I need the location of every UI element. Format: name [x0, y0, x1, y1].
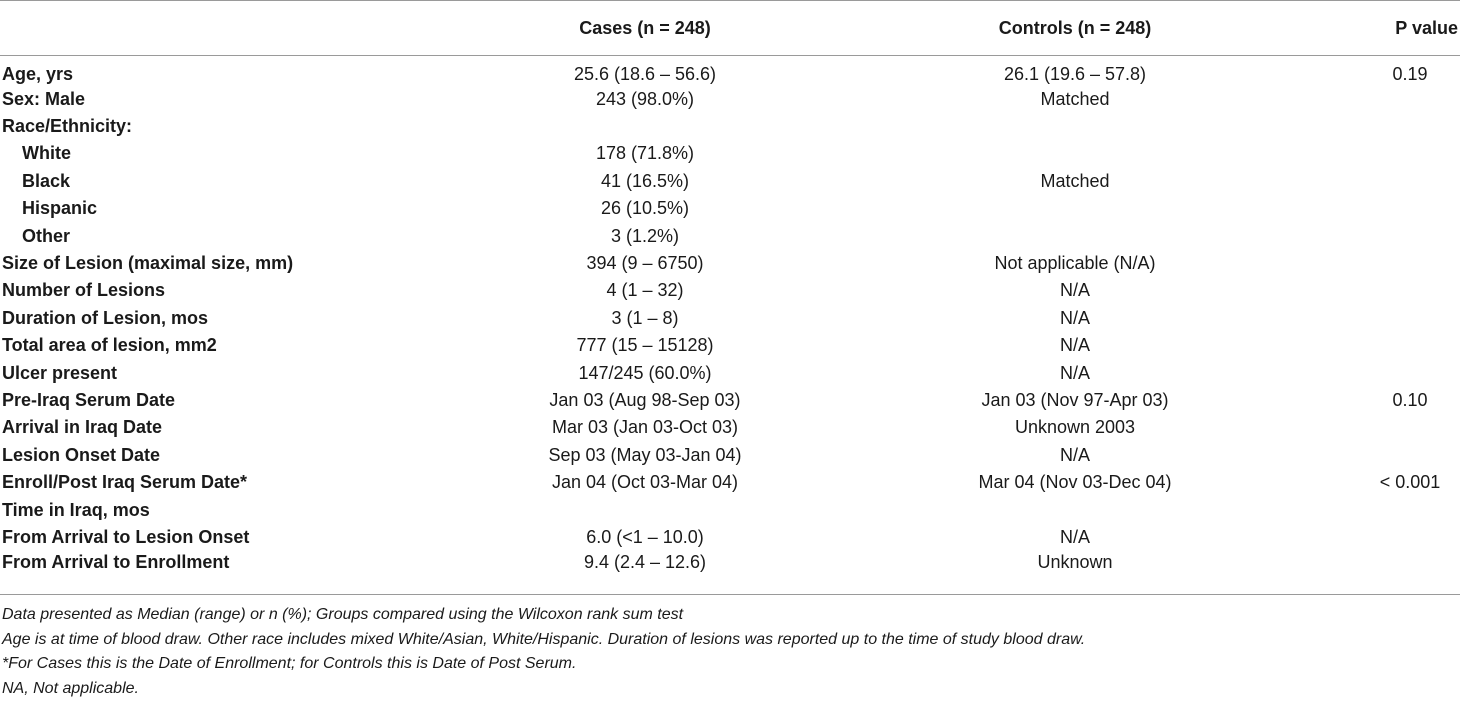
cell-controls: Mar 04 (Nov 03-Dec 04) [978, 472, 1172, 493]
cell-cases: 147/245 (60.0%) [578, 362, 712, 383]
header-controls: Controls (n = 248) [790, 1, 1360, 56]
cell-cases: 394 (9 – 6750) [586, 253, 704, 274]
cell-p-value [1360, 222, 1460, 249]
cell-cases: 25.6 (18.6 – 56.6) [573, 64, 717, 84]
row-label: Duration of Lesion, mos [2, 307, 209, 328]
cell-cases: 26 (10.5%) [600, 198, 690, 219]
row-label: From Arrival to Lesion Onset [2, 526, 250, 547]
header-row [0, 1, 1460, 56]
row-label: Arrival in Iraq Date [2, 417, 163, 438]
table-body [0, 56, 1460, 583]
cell-cases: 41 (16.5%) [600, 170, 690, 191]
cell-p-value [1360, 496, 1460, 523]
table-row [0, 85, 1460, 112]
cell-cases: 3 (1 – 8) [611, 307, 679, 328]
header-cases: Cases (n = 248) [500, 1, 790, 56]
row-label: White [22, 143, 71, 164]
cell-p-value: 0.19 [1392, 64, 1428, 84]
cell-cases: Jan 03 (Aug 98-Sep 03) [549, 389, 741, 410]
cell-controls: Jan 03 (Nov 97-Apr 03) [981, 389, 1169, 410]
cell-p-value [1360, 167, 1460, 194]
cell-cases [500, 112, 790, 139]
cell-cases: 243 (98.0%) [595, 88, 695, 109]
cell-p-value [1360, 85, 1460, 112]
cell-controls [790, 222, 1360, 249]
cell-controls: Matched [1040, 88, 1110, 109]
cell-p-value [1360, 359, 1460, 386]
row-label: Black [22, 170, 71, 191]
table-row [0, 167, 1460, 194]
cell-controls: N/A [1059, 307, 1090, 328]
header-p-value: P value [1360, 1, 1460, 56]
row-label: Hispanic [22, 198, 98, 219]
cell-p-value [1360, 277, 1460, 304]
cell-controls: Unknown [1037, 551, 1113, 572]
cell-p-value [1360, 551, 1460, 583]
table-row [0, 195, 1460, 222]
cell-p-value [1360, 249, 1460, 276]
cell-p-value: < 0.001 [1379, 472, 1441, 493]
footnote-age: Age is at time of blood draw. Other race includes mixed White/Asian, White/Hispanic. Duration of lesions was reported up to the time of study blood draw. [2, 630, 1086, 648]
table-footnotes [2, 603, 1457, 701]
cell-controls: N/A [1059, 444, 1090, 465]
table-row [0, 523, 1460, 550]
row-label: Total area of lesion, mm2 [2, 335, 217, 356]
cell-cases: 178 (71.8%) [595, 143, 695, 164]
footnote-na: NA, Not applicable. [2, 679, 139, 697]
cell-cases: Jan 04 (Oct 03-Mar 04) [551, 472, 739, 493]
table-row [0, 140, 1460, 167]
cell-p-value [1360, 523, 1460, 550]
cell-cases: 6.0 (<1 – 10.0) [586, 526, 704, 547]
cell-controls [790, 112, 1360, 139]
cell-controls [790, 496, 1360, 523]
cell-controls: N/A [1059, 280, 1090, 301]
header-label-column [0, 1, 500, 56]
cell-p-value [1360, 112, 1460, 139]
cell-controls [790, 140, 1360, 167]
row-label: Time in Iraq, mos [2, 499, 150, 520]
table-row [0, 386, 1460, 413]
row-label: Other [22, 225, 71, 246]
row-label: Race/Ethnicity: [2, 116, 133, 137]
row-label: Ulcer present [2, 362, 118, 383]
row-label: Number of Lesions [2, 280, 166, 301]
cell-controls: N/A [1059, 335, 1090, 356]
table-row [0, 551, 1460, 583]
table-row [0, 414, 1460, 441]
cell-controls: Matched [1040, 170, 1110, 191]
cell-controls: 26.1 (19.6 – 57.8) [1003, 64, 1147, 84]
table-row [0, 277, 1460, 304]
cell-p-value [1360, 195, 1460, 222]
table-bottom-rule [0, 594, 1460, 595]
cell-p-value: 0.10 [1392, 389, 1428, 410]
cell-p-value [1360, 441, 1460, 468]
cell-controls: N/A [1059, 526, 1090, 547]
cell-p-value [1360, 140, 1460, 167]
table-row [0, 56, 1460, 86]
table-row [0, 112, 1460, 139]
row-label: Size of Lesion (maximal size, mm) [2, 253, 294, 274]
cell-cases: 777 (15 – 15128) [576, 335, 714, 356]
cell-p-value [1360, 304, 1460, 331]
cell-controls: Unknown 2003 [1014, 417, 1136, 438]
cell-controls: N/A [1059, 362, 1090, 383]
row-label: Enroll/Post Iraq Serum Date* [2, 472, 248, 493]
cell-controls: Not applicable (N/A) [994, 253, 1156, 274]
footnote-data-presented: Data presented as Median (range) or n (%); Groups compared using the Wilcoxon rank sum test [2, 606, 684, 623]
cell-controls [790, 195, 1360, 222]
table-row [0, 468, 1460, 495]
cell-p-value [1360, 332, 1460, 359]
table-row [0, 332, 1460, 359]
row-label: From Arrival to Enrollment [2, 551, 230, 572]
table-header [0, 1, 1460, 56]
table-row [0, 496, 1460, 523]
cell-p-value [1360, 414, 1460, 441]
cell-cases: Sep 03 (May 03-Jan 04) [548, 444, 742, 465]
row-label: Lesion Onset Date [2, 444, 161, 465]
cell-cases: 9.4 (2.4 – 12.6) [583, 551, 707, 572]
table-row [0, 304, 1460, 331]
table-row [0, 359, 1460, 386]
table-row [0, 249, 1460, 276]
row-label: Sex: Male [2, 88, 86, 109]
row-label: Age, yrs [2, 64, 74, 84]
row-label: Pre-Iraq Serum Date [2, 389, 176, 410]
cell-cases [500, 496, 790, 523]
footnote-enrollment-date: *For Cases this is the Date of Enrollment; for Controls this is Date of Post Serum. [2, 655, 577, 672]
table-row [0, 222, 1460, 249]
cell-cases: 4 (1 – 32) [606, 280, 684, 301]
table-row [0, 441, 1460, 468]
cell-cases: Mar 03 (Jan 03-Oct 03) [551, 417, 739, 438]
cell-cases: 3 (1.2%) [610, 225, 680, 246]
